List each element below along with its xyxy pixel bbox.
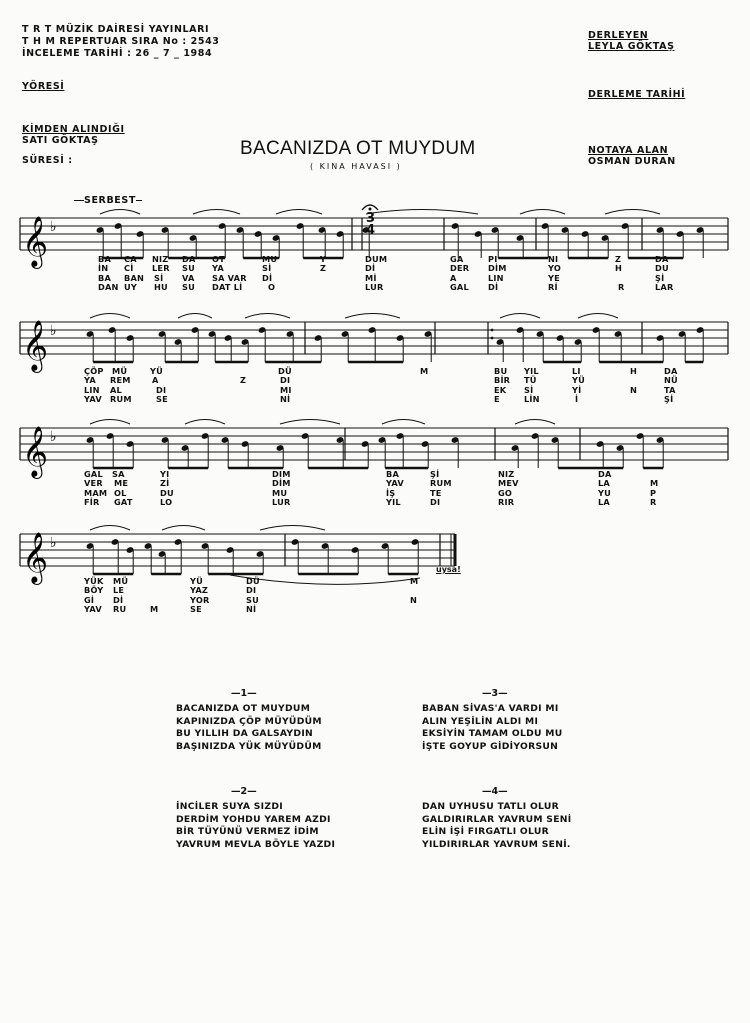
lyric-syllable: RIR xyxy=(498,496,515,507)
lyric-syllable: Y xyxy=(320,254,327,264)
key-signature-flat: ♭ xyxy=(50,218,57,235)
lyric-syllable: LA xyxy=(598,496,610,507)
slur xyxy=(280,420,340,425)
lyric-syllable: DI xyxy=(280,375,291,386)
lyric-syllable: İN xyxy=(98,263,109,274)
lyric-syllable: YIL xyxy=(386,496,401,507)
lyric-syllable: BA xyxy=(98,272,111,283)
lyric-syllable: Şİ xyxy=(655,272,665,283)
verse-3 xyxy=(422,688,563,753)
lyric-syllable: DU xyxy=(160,487,174,498)
lyric-syllable: E xyxy=(494,393,500,404)
lyric-syllable: Nİ xyxy=(280,393,291,404)
key-signature-flat: ♭ xyxy=(50,322,57,339)
lyric-syllable: Şİ xyxy=(664,393,674,404)
slur xyxy=(260,526,325,531)
lyric-syllable: Nİ xyxy=(246,603,257,614)
lyric-syllable: YA xyxy=(84,375,96,386)
lyric-syllable: Zİ xyxy=(160,478,170,489)
treble-clef: 𝄞 xyxy=(22,216,49,267)
suresi-label: SÜRESİ : xyxy=(22,155,73,166)
verse-number: —4— xyxy=(482,786,508,797)
treble-clef: 𝄞 xyxy=(22,532,49,583)
lyric-syllable: O xyxy=(268,281,276,292)
repeat-dot xyxy=(491,337,494,340)
lyric-syllable: LUR xyxy=(365,281,384,292)
lyric-syllable: SA xyxy=(112,469,125,479)
lyric-syllable: FİR xyxy=(84,496,100,507)
lyric-syllable: YÜ xyxy=(150,366,163,376)
lyric-syllable: UY xyxy=(124,281,137,292)
verse-4 xyxy=(422,786,572,851)
lyric-syllable: MAM xyxy=(84,487,108,498)
lyric-syllable: Sİ xyxy=(154,272,164,283)
verse-line: İNCİLER SUYA SIZDI xyxy=(176,801,283,812)
lyric-syllable: DİM xyxy=(488,263,507,274)
lyric-syllable: TÜ xyxy=(524,375,537,386)
lyric-syllable: Dİ xyxy=(262,272,273,283)
lyric-syllable: H xyxy=(615,263,623,274)
lyric-syllable: Cİ xyxy=(124,263,134,274)
lyric-syllable: YAV xyxy=(386,478,404,489)
verse-line: ALIN YEŞİLİN ALDI MI xyxy=(422,715,539,727)
lyric-syllable: DIM xyxy=(272,469,291,479)
slur xyxy=(162,526,205,531)
slur xyxy=(500,314,540,319)
verse-line: İŞTE GOYUP GİDİYORSUN xyxy=(422,740,559,752)
lyric-syllable: DA xyxy=(598,469,612,479)
lyric-syllable: MÜ xyxy=(112,366,128,376)
lyric-syllable: RUM xyxy=(430,478,452,489)
lyric-syllable: YAV xyxy=(84,393,102,404)
verse-line: YILDIRIRLAR YAVRUM SENİ. xyxy=(422,838,571,850)
lyric-syllable: H xyxy=(630,366,638,376)
lyric-syllable: DI xyxy=(430,496,441,507)
treble-clef: 𝄞 xyxy=(22,320,49,371)
verse-line: BABAN SİVAS'A VARDI MI xyxy=(422,703,559,714)
lyric-syllable: N xyxy=(630,384,638,395)
lyric-syllable: TE xyxy=(430,487,442,498)
lyric-syllable: SU xyxy=(246,594,259,605)
lyric-syllable: DA xyxy=(182,254,196,264)
slur xyxy=(245,314,290,319)
lyric-syllable: N xyxy=(410,594,418,605)
derleme-tarihi-label: DERLEME TARİHİ xyxy=(588,89,686,100)
lyric-syllable: DUM xyxy=(365,254,388,264)
lyric-syllable: LA xyxy=(598,478,610,489)
lyric-syllable: DÜ xyxy=(246,576,260,586)
tempo-marking: SERBEST xyxy=(74,195,142,207)
lyric-syllable: YE xyxy=(548,272,560,283)
lyric-syllable: Gİ xyxy=(84,594,95,605)
verse-line: DAN UYHUSU TATLI OLUR xyxy=(422,801,560,812)
slur xyxy=(520,210,565,215)
time-signature: 3 4 xyxy=(366,211,376,238)
lyric-syllable: BÖY xyxy=(84,585,104,596)
lyric-syllable: SA VAR xyxy=(212,272,247,283)
verse-line: BU YILLIH DA GALSAYDIN xyxy=(176,728,314,739)
lyric-syllable: GAT xyxy=(114,496,133,507)
lyric-syllable: YÜ xyxy=(190,576,203,586)
lyric-syllable: LIN xyxy=(488,272,504,283)
lyric-syllable: NIZ xyxy=(152,254,169,264)
song-subtitle: ( KINA HAVASI ) xyxy=(310,162,402,171)
ending-word: uysa! xyxy=(436,565,461,574)
slur xyxy=(193,210,240,215)
lyric-syllable: Sİ xyxy=(524,384,534,395)
lyric-syllable: MU xyxy=(272,487,288,498)
key-signature-flat: ♭ xyxy=(50,428,57,445)
verse-line: DERDİM YOHDU YAREM AZDI xyxy=(176,813,331,825)
lyric-syllable: NÜ xyxy=(664,375,678,386)
lyric-syllable: VER xyxy=(84,478,103,489)
lyric-syllable: NI xyxy=(548,254,559,264)
derleyen-label: DERLEYEN xyxy=(588,30,649,41)
staff-system-3 xyxy=(0,414,750,477)
notaya-alan-value: OSMAN DURAN xyxy=(588,156,676,167)
lyric-syllable: Şİ xyxy=(430,469,440,479)
lyric-syllable: BİR xyxy=(494,375,511,386)
lyric-syllable: YAZ xyxy=(190,585,209,596)
lyric-syllable: SU xyxy=(182,263,195,274)
lyric-syllable: R xyxy=(618,281,625,292)
lyric-syllable: İŞ xyxy=(386,487,396,498)
lyric-syllable: DA xyxy=(664,366,678,376)
lyric-syllable: SE xyxy=(190,603,202,614)
lyric-syllable: Z xyxy=(615,254,622,264)
lyric-syllable: DI xyxy=(246,585,257,596)
lyric-syllable: DI xyxy=(156,384,167,395)
slur xyxy=(100,210,140,215)
lyric-syllable: Z xyxy=(320,263,327,274)
verse-line: YAVRUM MEVLA BÖYLE YAZDI xyxy=(176,838,336,850)
slur xyxy=(90,420,130,425)
key-signature-flat: ♭ xyxy=(50,534,57,551)
verse-line: BACANIZDA OT MUYDUM xyxy=(176,703,311,714)
lyric-syllable: BU xyxy=(494,366,508,376)
institution-line-1: T R T MÜZİK DAİRESİ YAYINLARI xyxy=(22,24,210,35)
slur xyxy=(605,210,660,215)
verse-number: —1— xyxy=(231,688,257,699)
slur xyxy=(178,314,212,319)
lyric-syllable: YI xyxy=(160,469,170,479)
lyric-syllable: OL xyxy=(114,487,127,498)
slur xyxy=(185,420,225,425)
lyric-syllable: BA xyxy=(98,254,111,264)
lyric-syllable: EK xyxy=(494,384,507,395)
lyric-syllable: M xyxy=(150,603,159,614)
lyric-syllable: Sİ xyxy=(262,263,272,274)
lyric-syllable: LİN xyxy=(524,393,540,404)
lyric-syllable: MEV xyxy=(498,478,519,489)
institution-line-2: T H M REPERTUAR SIRA No : 2543 xyxy=(22,36,220,47)
lyric-syllable: DA xyxy=(655,254,669,264)
lyric-syllable: YO xyxy=(548,263,561,274)
lyric-syllable: LIN xyxy=(84,384,100,395)
verse-line: BAŞINIZDA YÜK MÜYÜDÜM xyxy=(176,740,322,752)
lyric-syllable: RUM xyxy=(110,393,132,404)
lyric-syllable: ÇÖP xyxy=(84,366,104,376)
lyric-syllable: A xyxy=(450,272,457,283)
verse-number: —2— xyxy=(231,786,257,797)
lyric-syllable: Dİ xyxy=(365,263,376,274)
lyric-syllable: Z xyxy=(240,375,247,386)
lyric-syllable: YÜK xyxy=(84,576,104,586)
lyric-syllable: SU xyxy=(182,281,195,292)
treble-clef: 𝄞 xyxy=(22,426,49,477)
lyric-syllable: DAT Lİ xyxy=(212,281,243,292)
lyric-syllable: LER xyxy=(152,263,170,274)
lyric-syllable: A xyxy=(152,375,159,386)
lyric-syllable: Yİ xyxy=(572,384,582,395)
verse-line: EKSİYİN TAMAM OLDU MU xyxy=(422,728,563,739)
lyric-syllable: PI xyxy=(488,254,498,264)
lyric-syllable: NIZ xyxy=(498,469,515,479)
lyric-syllable: YAV xyxy=(84,603,102,614)
notaya-alan-label: NOTAYA ALAN xyxy=(588,145,669,156)
kimden-label: KİMDEN ALINDIĞI xyxy=(22,124,125,135)
notaya-block xyxy=(588,145,676,167)
lyric-syllable: DU xyxy=(655,263,669,274)
lyric-syllable: M xyxy=(410,576,419,586)
slur xyxy=(90,314,130,319)
lyric-syllable: İ xyxy=(575,393,579,404)
slur xyxy=(578,314,618,319)
slur xyxy=(90,526,130,531)
lyric-syllable: GA xyxy=(450,254,464,264)
verse-line: ELİN İŞİ FIRGATLI OLUR xyxy=(422,826,550,837)
slur xyxy=(382,420,425,425)
lyric-syllable: YIL xyxy=(524,366,539,376)
lyric-syllable: SE xyxy=(156,393,168,404)
institution-block xyxy=(22,24,220,60)
verse-line: KAPINIZDA ÇÖP MÜYÜDÜM xyxy=(176,715,322,727)
lyric-syllable: DİM xyxy=(272,478,291,489)
verse-number: —3— xyxy=(482,688,508,699)
slur xyxy=(345,314,400,319)
lyric-syllable: ME xyxy=(114,478,129,489)
lyric-syllable: TA xyxy=(664,384,676,395)
lyric-syllable: DÜ xyxy=(278,366,292,376)
verse-2 xyxy=(176,786,335,851)
lyric-syllable: YU xyxy=(598,487,611,498)
slur xyxy=(515,420,555,425)
lyric-syllable: YÜ xyxy=(572,375,585,386)
lyric-syllable: GAL xyxy=(450,281,469,292)
lyric-syllable: CA xyxy=(124,254,137,264)
kimden-value: SATI GÖKTAŞ xyxy=(22,135,99,146)
lyric-syllable: R xyxy=(650,496,657,507)
verse-line: BİR TÜYÜNÜ VERMEZ İDİM xyxy=(176,826,319,837)
lyric-syllable: Dİ xyxy=(488,281,499,292)
lyric-syllable: YOR xyxy=(190,594,210,605)
verse-line: GALDIRIRLAR YAVRUM SENİ xyxy=(422,813,572,825)
lyric-syllable: Rİ xyxy=(548,281,558,292)
lyric-syllable: LAR xyxy=(655,281,674,292)
lyric-syllable: P xyxy=(650,487,657,498)
lyric-syllable: Dİ xyxy=(113,594,124,605)
lyric-syllable: BA xyxy=(386,469,399,479)
lyric-syllable: MU xyxy=(262,254,278,264)
lyric-syllable: LO xyxy=(160,496,173,507)
lyric-syllable: YA xyxy=(212,263,224,274)
lyric-syllable: Mİ xyxy=(365,272,377,283)
lyric-syllable: LUR xyxy=(272,496,291,507)
derleyen-block xyxy=(588,30,675,52)
lyric-syllable: DAN xyxy=(98,281,119,292)
lyric-syllable: M xyxy=(650,478,659,489)
lyric-syllable: GO xyxy=(498,487,513,498)
kimden-block xyxy=(22,124,125,146)
lyric-syllable: OT xyxy=(212,254,225,264)
lyric-syllable: LE xyxy=(113,585,125,596)
lyric-syllable: DER xyxy=(450,263,470,274)
song-title: BACANIZDA OT MUYDUM xyxy=(240,138,476,159)
lyric-syllable: GAL xyxy=(84,469,103,479)
lyric-syllable: REM xyxy=(110,375,131,386)
derleyen-value: LEYLA GÖKTAŞ xyxy=(588,41,675,52)
lyric-syllable: BAN xyxy=(124,272,145,283)
yoresi-label: YÖRESİ xyxy=(22,81,65,92)
lyric-syllable: MÜ xyxy=(113,576,129,586)
repeat-dot xyxy=(491,329,494,332)
slur xyxy=(366,210,478,215)
lyric-syllable: AL xyxy=(110,384,122,395)
verse-1 xyxy=(176,688,322,753)
lyric-syllable: VA xyxy=(182,272,195,283)
slur xyxy=(276,210,322,215)
lyric-syllable: RU xyxy=(113,603,127,614)
institution-line-3: İNCELEME TARİHİ : 26 _ 7 _ 1984 xyxy=(22,48,213,59)
lyric-syllable: MI xyxy=(280,384,292,395)
lyric-syllable: LI xyxy=(572,366,581,376)
lyric-syllable: M xyxy=(420,366,429,376)
lyric-syllable: HU xyxy=(154,281,168,292)
